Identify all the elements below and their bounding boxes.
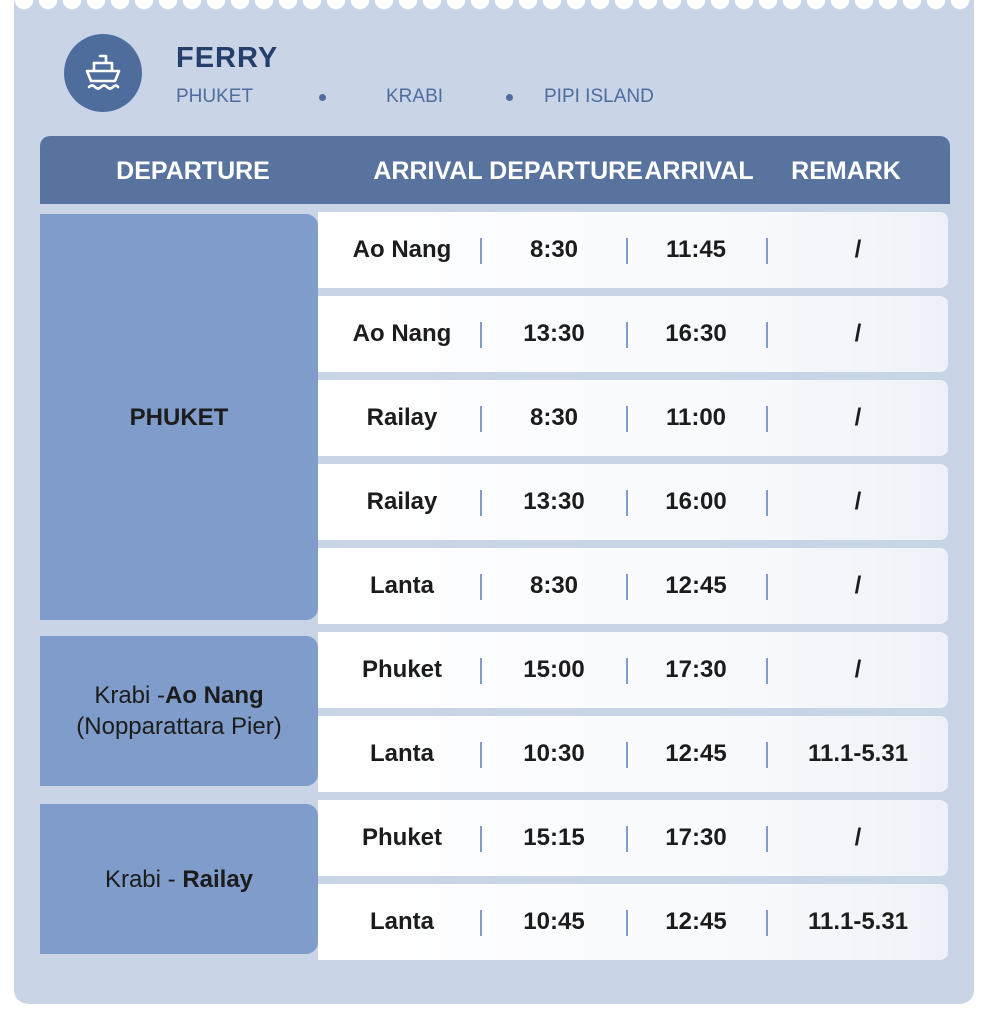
cell-remark: / xyxy=(854,320,862,347)
cell-depart-time: 13:30 xyxy=(523,488,585,515)
table-row xyxy=(318,212,948,288)
table-row xyxy=(318,380,948,456)
departure-name-part: Krabi - xyxy=(104,865,183,893)
cell-remark: 11.1-5.31 xyxy=(807,740,909,767)
cell-depart-time: 13:30 xyxy=(523,320,585,347)
cell-depart-time: 15:15 xyxy=(523,824,585,851)
bullet-dot xyxy=(506,94,513,101)
column-divider xyxy=(480,574,482,600)
cell-remark: / xyxy=(854,236,862,263)
table-header xyxy=(40,136,950,204)
column-divider xyxy=(626,742,628,768)
cell-arrival: Phuket xyxy=(361,656,443,683)
column-divider xyxy=(766,742,768,768)
column-divider xyxy=(480,826,482,852)
table-row xyxy=(318,800,948,876)
route-pipi-island: PIPI ISLAND xyxy=(544,86,654,107)
scalloped-edge xyxy=(14,0,974,10)
table-row xyxy=(318,296,948,372)
table-row xyxy=(318,632,948,708)
column-divider xyxy=(766,406,768,432)
column-divider xyxy=(766,826,768,852)
departure-name-part: PHUKET xyxy=(129,403,229,431)
column-divider xyxy=(626,322,628,348)
column-divider xyxy=(626,490,628,516)
cell-arrival: Ao Nang xyxy=(352,320,452,347)
cell-arrive-time: 16:30 xyxy=(665,320,727,347)
page-title: FERRY xyxy=(176,42,279,74)
cell-arrive-time: 16:00 xyxy=(665,488,727,515)
cell-depart-time: 8:30 xyxy=(529,404,579,431)
departure-name-part: Krabi - xyxy=(94,682,165,709)
col-departure: DEPARTURE xyxy=(116,157,270,185)
departure-group xyxy=(40,804,318,954)
col-arrival-time: ARRIVAL xyxy=(644,157,754,185)
cell-remark: / xyxy=(854,572,862,599)
cell-arrival: Railay xyxy=(366,404,438,431)
departure-name-part: Railay xyxy=(182,865,254,893)
cell-remark: / xyxy=(854,488,862,515)
cell-arrive-time: 17:30 xyxy=(665,656,727,683)
ship-icon xyxy=(64,34,142,112)
column-divider xyxy=(766,574,768,600)
column-divider xyxy=(766,910,768,936)
cell-arrive-time: 12:45 xyxy=(665,908,727,935)
column-divider xyxy=(626,826,628,852)
column-divider xyxy=(480,910,482,936)
column-divider xyxy=(626,574,628,600)
col-arrival: ARRIVAL xyxy=(373,157,483,185)
table-row xyxy=(318,464,948,540)
column-divider xyxy=(626,658,628,684)
column-divider xyxy=(480,490,482,516)
cell-remark: / xyxy=(854,404,862,431)
column-divider xyxy=(480,406,482,432)
cell-remark: 11.1-5.31 xyxy=(807,908,909,935)
column-divider xyxy=(766,322,768,348)
route-krabi: KRABI xyxy=(386,86,444,107)
departure-name-part: Ao Nang xyxy=(165,682,264,709)
table-row xyxy=(318,884,948,960)
departure-group-label xyxy=(76,680,281,742)
cell-arrive-time: 11:45 xyxy=(665,236,727,263)
cell-arrival: Railay xyxy=(366,488,438,515)
column-divider xyxy=(766,238,768,264)
cell-arrive-time: 12:45 xyxy=(665,740,727,767)
cell-depart-time: 10:45 xyxy=(523,908,585,935)
column-divider xyxy=(480,658,482,684)
column-divider xyxy=(626,406,628,432)
table-row xyxy=(318,548,948,624)
cell-arrival: Lanta xyxy=(369,908,435,935)
cell-remark: / xyxy=(854,656,862,683)
cell-arrival: Ao Nang xyxy=(352,236,452,263)
cell-arrival: Phuket xyxy=(361,824,443,851)
column-divider xyxy=(480,322,482,348)
ferry-schedule-card xyxy=(14,0,974,1004)
departure-group-label xyxy=(105,864,253,895)
cell-arrive-time: 11:00 xyxy=(665,404,727,431)
departure-name-part: (Nopparattara Pier) xyxy=(76,713,282,740)
column-divider xyxy=(480,742,482,768)
departure-group-label xyxy=(130,402,229,433)
route-phuket: PHUKET xyxy=(176,86,254,107)
table-row xyxy=(318,716,948,792)
col-departure-time: DEPARTURE xyxy=(489,157,643,185)
cell-arrive-time: 17:30 xyxy=(665,824,727,851)
column-divider xyxy=(626,238,628,264)
cell-depart-time: 10:30 xyxy=(523,740,585,767)
cell-arrival: Lanta xyxy=(369,740,435,767)
cell-arrival: Lanta xyxy=(369,572,435,599)
column-divider xyxy=(480,238,482,264)
col-remark: REMARK xyxy=(791,157,901,185)
bullet-dot xyxy=(319,94,326,101)
column-divider xyxy=(766,658,768,684)
cell-depart-time: 15:00 xyxy=(523,656,585,683)
cell-remark: / xyxy=(854,824,862,851)
cell-depart-time: 8:30 xyxy=(529,572,579,599)
route-list xyxy=(176,86,776,110)
departure-group xyxy=(40,214,318,620)
departure-group xyxy=(40,636,318,786)
cell-arrive-time: 12:45 xyxy=(665,572,727,599)
column-divider xyxy=(766,490,768,516)
cell-depart-time: 8:30 xyxy=(529,236,579,263)
column-divider xyxy=(626,910,628,936)
